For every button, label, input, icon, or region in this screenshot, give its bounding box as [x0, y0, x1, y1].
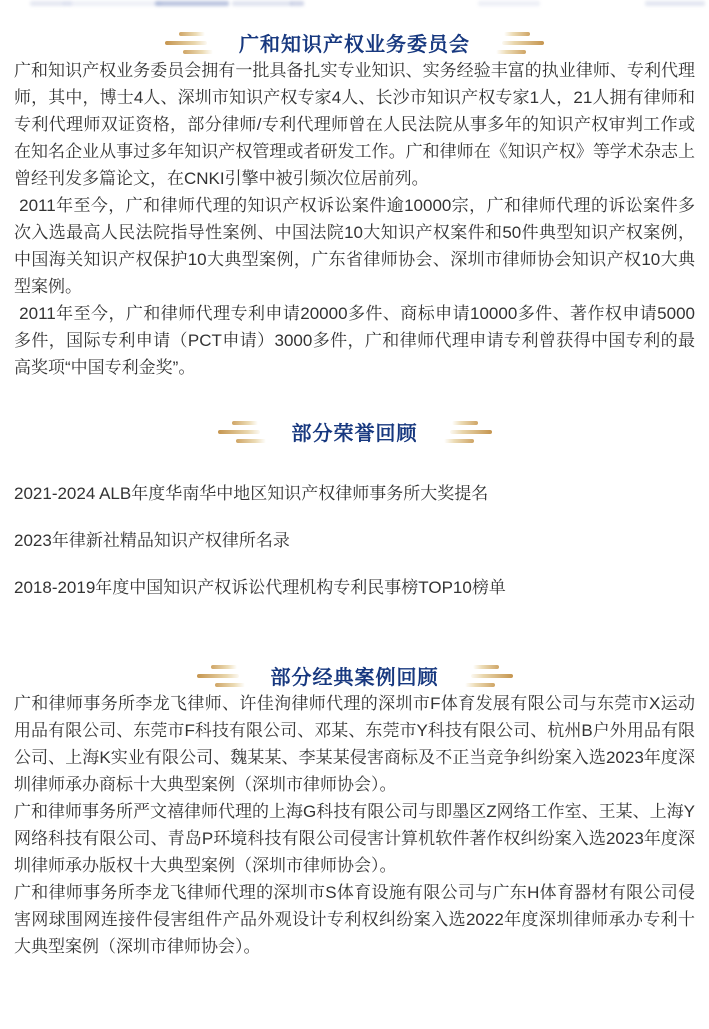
- speed-lines-left-icon: [218, 421, 266, 443]
- speed-lines-right-icon: [444, 421, 492, 443]
- case-paragraph: 广和律师事务所李龙飞律师代理的深圳市S体育设施有限公司与广东H体育器材有限公司侵害网球围网连接件侵害组件产品外观设计专利权纠纷案入选2022年度深圳律师承办专利十大典型案例（深圳市律师协会）。: [14, 883, 695, 956]
- committee-paragraph: 广和知识产权业务委员会拥有一批具备扎实专业知识、实务经验丰富的执业律师、专利代理师，其中，博士4人、深圳市知识产权专家4人、长沙市知识产权专家1人，21人拥有律师和专利代理师双证资格，部分律师/专利代理师曾在人民法院从事多年的知识产权审判工作或在知名企业从事过多年知识产权管理或者研发工作。广和律师在《知识产权》等学术杂志上曾经刊发多篇论文，在CNKI引擎中被引频次位居前列。: [14, 61, 695, 188]
- speed-lines-right-icon: [465, 665, 513, 687]
- section-header-honors: [14, 381, 695, 446]
- honor-item: 2021-2024 ALB年度华南华中地区知识产权律师事务所大奖提名: [14, 484, 489, 503]
- case-paragraph: 广和律师事务所李龙飞律师、许佳洵律师代理的深圳市F体育发展有限公司与东莞市X运动用品有限公司、东莞市F科技有限公司、邓某、东莞市Y科技有限公司、杭州B户外用品有限公司、上海K实业有限公司、魏某某、李某某侵害商标及不正当竞争纠纷案入选2023年度深圳律师承办商标十大典型案例（深圳市律师协会）。: [14, 694, 695, 794]
- committee-paragraph: 2011年至今，广和律师代理专利申请20000多件、商标申请10000多件、著作权申请5000多件，国际专利申请（PCT申请）3000多件，广和律师代理申请专利曾获得中国专利的最高奖项“中国专利金奖”。: [14, 304, 696, 377]
- honor-item: 2023年律新社精品知识产权律所名录: [14, 531, 290, 550]
- committee-paragraph: 2011年至今，广和律师代理的知识产权诉讼案件逾10000宗，广和律师代理的诉讼案件多次入选最高人民法院指导性案例、中国法院10大知识产权案件和50件典型知识产权案例，中国海关知识产权保护10大典型案例，广东省律师协会、深圳市律师协会知识产权10大典型案例。: [14, 196, 695, 296]
- section-title-committee: 广和知识产权业务委员会: [239, 34, 470, 56]
- speed-lines-right-icon: [496, 32, 544, 54]
- speed-lines-left-icon: [165, 32, 213, 54]
- section-title-honors: 部分荣誉回顾: [291, 423, 418, 445]
- cropped-previous-content-strip: [0, 0, 709, 10]
- section-title-cases: 部分经典案例回顾: [270, 667, 439, 689]
- honor-item: 2018-2019年度中国知识产权诉讼代理机构专利民事榜TOP10榜单: [14, 578, 506, 597]
- honors-list: [14, 480, 695, 601]
- section-header-cases: [14, 621, 695, 690]
- case-paragraph: 广和律师事务所严文禧律师代理的上海G科技有限公司与即墨区Z网络工作室、王某、上海Y网络科技有限公司、青岛P环境科技有限公司侵害计算机软件著作权纠纷案入选2023年度深圳律师承办版权十大典型案例（深圳市律师协会）。: [14, 802, 695, 875]
- speed-lines-left-icon: [197, 665, 245, 687]
